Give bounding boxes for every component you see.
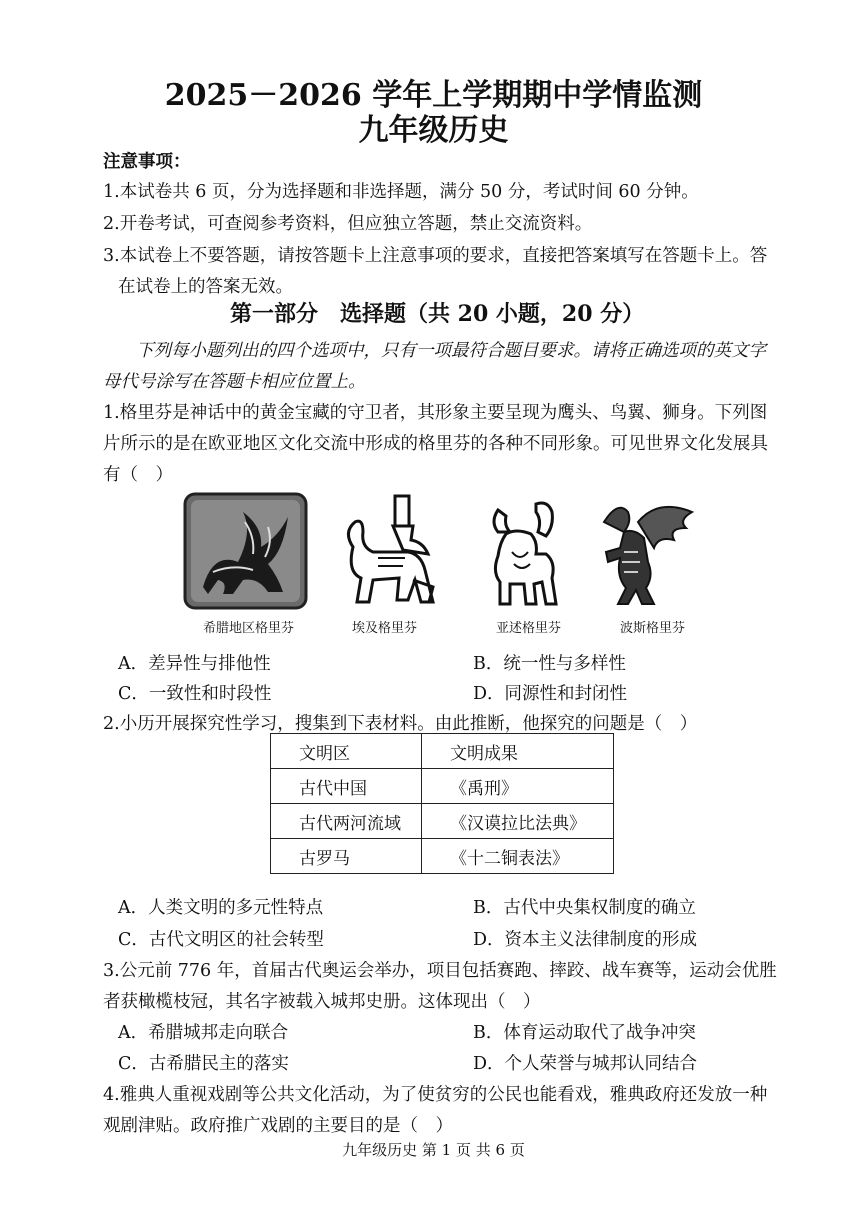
q1-option-a: A．差异性与排他性 xyxy=(118,654,271,674)
q3-option-c: C．古希腊民主的落实 xyxy=(118,1054,289,1074)
q1-option-b: B．统一性与多样性 xyxy=(473,654,626,674)
note-item-3: 3.本试卷上不要答题，请按答题卡上注意事项的要求，直接把答案填写在答题卡上。答 xyxy=(103,246,768,266)
question-3-stem-cont: 者获橄榄枝冠，其名字被载入城邦史册。这体现出（ ） xyxy=(103,992,541,1012)
table-cell: 《禹刑》 xyxy=(422,769,614,804)
table-header-cell: 文明区 xyxy=(271,734,422,769)
caption-assyrian-griffin: 亚述格里芬 xyxy=(496,621,562,636)
q1-option-d: D．同源性和封闭性 xyxy=(473,684,628,704)
q2-option-b: B．古代中央集权制度的确立 xyxy=(473,898,696,918)
egyptian-griffin-image xyxy=(333,492,443,612)
assyrian-griffin-image xyxy=(476,492,576,610)
q3-option-a: A．希腊城邦走向联合 xyxy=(118,1023,289,1043)
caption-egyptian-griffin: 埃及格里芬 xyxy=(352,621,418,636)
note-item-3-cont: 在试卷上的答案无效。 xyxy=(118,277,293,297)
notes-heading: 注意事项： xyxy=(103,152,191,172)
table-header-cell: 文明成果 xyxy=(422,734,614,769)
caption-greek-griffin: 希腊地区格里芬 xyxy=(203,621,295,636)
q3-option-d: D．个人荣誉与城邦认同结合 xyxy=(473,1054,698,1074)
table-cell: 《十二铜表法》 xyxy=(422,839,614,874)
question-3-stem: 3.公元前 776 年，首届古代奥运会举办，项目包括赛跑、摔跤、战车赛等，运动会优胜 xyxy=(103,961,777,981)
table-cell: 《汉谟拉比法典》 xyxy=(422,804,614,839)
caption-persian-griffin: 波斯格里芬 xyxy=(620,621,686,636)
page-footer: 九年级历史 第 1 页 共 6 页 xyxy=(342,1141,525,1159)
q2-option-a: A．人类文明的多元性特点 xyxy=(118,898,324,918)
question-2-stem: 2.小历开展探究性学习，搜集到下表材料。由此推断，他探究的问题是（ ） xyxy=(103,714,698,734)
persian-griffin-image xyxy=(598,492,698,610)
table-cell: 古罗马 xyxy=(271,839,422,874)
q3-option-b: B．体育运动取代了战争冲突 xyxy=(473,1023,696,1043)
civilization-table xyxy=(270,733,614,874)
table-row xyxy=(271,769,614,804)
section-instructions: 下列每小题列出的四个选项中，只有一项最符合题目要求。请将正确选项的英文字 xyxy=(136,341,766,361)
question-1-stem: 1.格里芬是神话中的黄金宝藏的守卫者，其形象主要呈现为鹰头、鸟翼、狮身。下列图 xyxy=(103,403,768,423)
table-header-row xyxy=(271,734,614,769)
table-row xyxy=(271,804,614,839)
greek-griffin-image xyxy=(183,492,308,610)
section-heading: 第一部分 选择题（共 20 小题，20 分） xyxy=(230,301,645,327)
table-cell: 古代中国 xyxy=(271,769,422,804)
table-cell: 古代两河流域 xyxy=(271,804,422,839)
q2-option-d: D．资本主义法律制度的形成 xyxy=(473,930,698,950)
question-1-stem-cont: 片所示的是在欧亚地区文化交流中形成的格里芬的各种不同形象。可见世界文化发展具 xyxy=(103,434,768,454)
note-item-2: 2.开卷考试，可查阅参考资料，但应独立答题，禁止交流资料。 xyxy=(103,214,593,234)
question-1-stem-end: 有（ ） xyxy=(103,465,173,485)
q1-option-c: C．一致性和时段性 xyxy=(118,684,272,704)
question-4-stem: 4.雅典人重视戏剧等公共文化活动，为了使贫穷的公民也能看戏，雅典政府还发放一种 xyxy=(103,1085,768,1105)
note-item-1: 1.本试卷共 6 页，分为选择题和非选择题，满分 50 分，考试时间 60 分钟。 xyxy=(103,182,699,202)
question-4-stem-cont: 观剧津贴。政府推广戏剧的主要目的是（ ） xyxy=(103,1116,453,1136)
section-instructions-cont: 母代号涂写在答题卡相应位置上。 xyxy=(103,372,366,392)
exam-title: 2025－2026 学年上学期期中学情监测 xyxy=(164,78,703,113)
q2-option-c: C．古代文明区的社会转型 xyxy=(118,930,324,950)
table-row xyxy=(271,839,614,874)
exam-subtitle: 九年级历史 xyxy=(358,113,509,148)
